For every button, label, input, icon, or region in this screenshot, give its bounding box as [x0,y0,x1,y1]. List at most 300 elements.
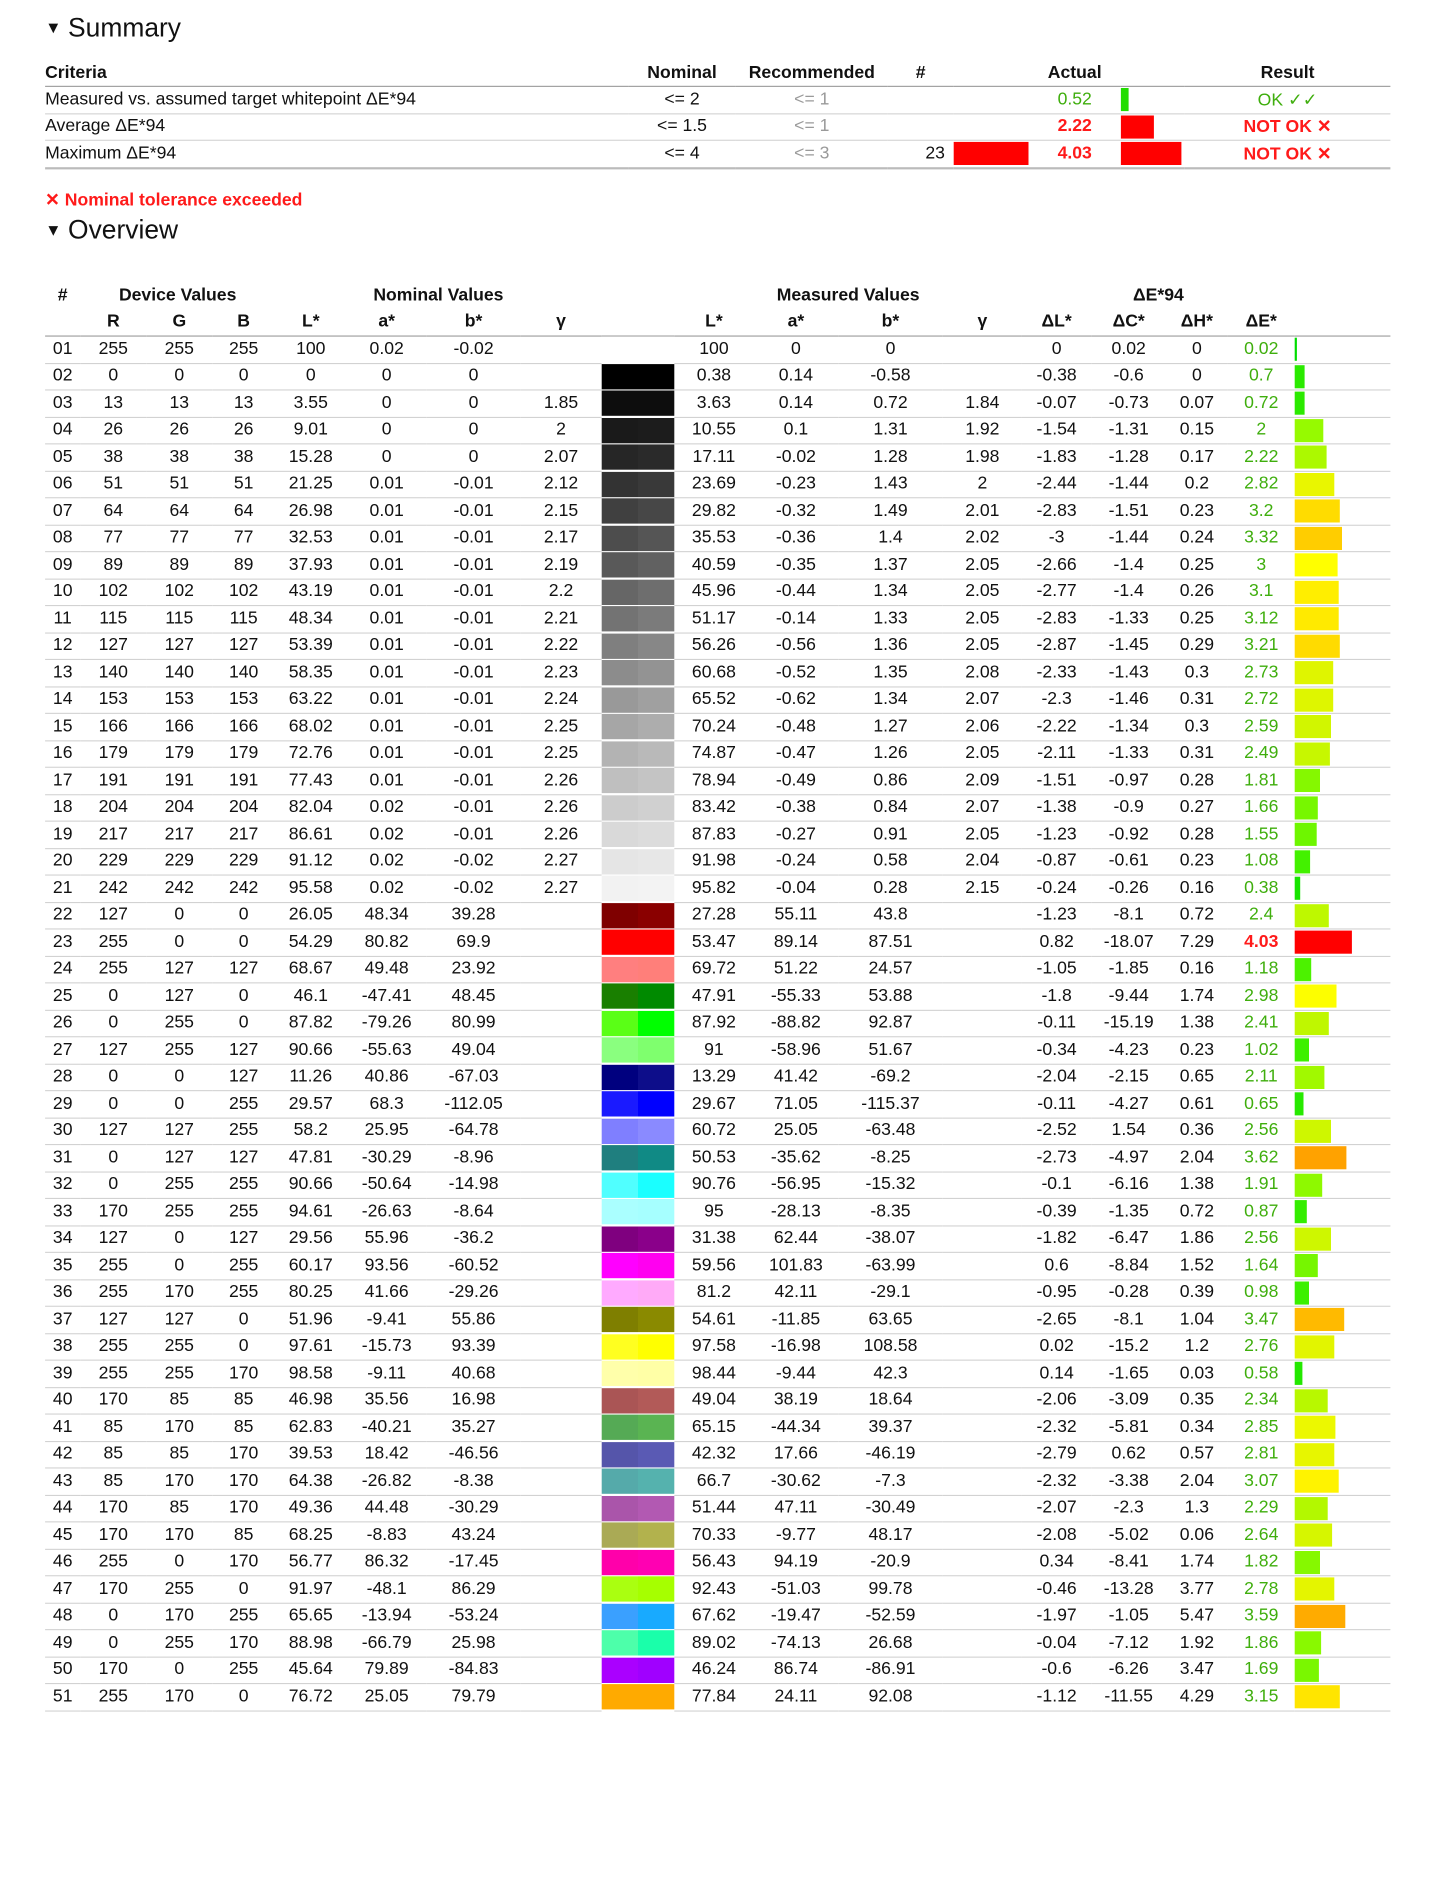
swatch-cell [602,444,675,471]
cell-r: 255 [80,1252,146,1279]
cell-g: 170 [146,1414,212,1441]
cell-na: -26.82 [347,1468,427,1495]
cell-ma: -0.38 [754,794,839,821]
cell-r: 115 [80,606,146,633]
delta-e-bar [1295,500,1340,523]
nominal-swatch [602,1038,638,1063]
cell-n: 50 [45,1657,80,1684]
table-row [45,1522,1390,1549]
color-swatch [602,876,675,901]
table-row [45,525,1390,552]
cell-dl: -2.11 [1022,740,1091,767]
cell-n: 26 [45,1010,80,1037]
cell-ng [520,1118,601,1145]
cell-mg [943,1118,1022,1145]
nominal-swatch [602,1469,638,1494]
measured-swatch [638,1011,674,1036]
table-row [45,1468,1390,1495]
cell-na: 0.01 [347,686,427,713]
cell-nl: 64.38 [275,1468,347,1495]
cell-ml: 65.52 [674,686,753,713]
cell-nl: 82.04 [275,794,347,821]
actual-bar [1121,88,1129,111]
cell-mb: 39.37 [838,1414,943,1441]
delta-e-cell: 3 [1228,552,1295,579]
cell-ng: 2.25 [520,740,601,767]
nominal-swatch [602,418,638,443]
cell-nl: 68.02 [275,713,347,740]
swatch-cell [602,1522,675,1549]
color-swatch [602,1199,675,1224]
cell-ma: 86.74 [754,1657,839,1684]
cell-mg: 2 [943,471,1022,498]
cell-r: 89 [80,552,146,579]
delta-e-bar [1295,1470,1339,1493]
cell-g: 85 [146,1387,212,1414]
cell-na: 41.66 [347,1279,427,1306]
cell-ma: 89.14 [754,929,839,956]
cell-mg [943,1495,1022,1522]
collapse-triangle-icon[interactable]: ▼ [45,221,62,240]
cell-dc: -1.4 [1091,552,1166,579]
cell-g: 0 [146,1225,212,1252]
color-swatch [602,660,675,685]
delta-e-bar [1295,1039,1309,1062]
cell-n: 34 [45,1225,80,1252]
delta-e-bar [1295,1120,1331,1143]
cell-na: 0.02 [347,848,427,875]
nominal-header: Nominal [628,61,736,87]
cell-ma: 0.14 [754,390,839,417]
cell-n: 15 [45,713,80,740]
cell-ml: 46.24 [674,1657,753,1684]
column-header: a* [754,309,839,336]
swatch-cell [602,1576,675,1603]
cell-mb: -0.58 [838,363,943,390]
cell-mg: 1.98 [943,444,1022,471]
cell-nb: 93.39 [427,1333,521,1360]
delta-e-bar-cell [1295,1657,1391,1684]
cell-ng [520,1549,601,1576]
cell-nl: 80.25 [275,1279,347,1306]
delta-e-bar [1295,1578,1335,1601]
cell-nl: 88.98 [275,1630,347,1657]
cell-dh: 0.31 [1166,686,1228,713]
swatch-cell [602,1198,675,1225]
cell-n: 19 [45,821,80,848]
delta-e-bar-cell [1295,1603,1391,1630]
cell-na: 49.48 [347,956,427,983]
cell-r: 153 [80,686,146,713]
hash-cell [888,113,954,140]
swatch-cell [602,1414,675,1441]
cell-n: 09 [45,552,80,579]
cell-nb: -17.45 [427,1549,521,1576]
cell-ma: -0.49 [754,767,839,794]
bar-header [1295,283,1391,309]
cell-dl: -0.11 [1022,1010,1091,1037]
measured-values-header: Measured Values [776,286,920,305]
swatch-cell [602,1603,675,1630]
cell-mg [943,1306,1022,1333]
cell-nb: -36.2 [427,1225,521,1252]
actual-cell: 4.03 [1029,140,1121,168]
cell-na: 0.01 [347,713,427,740]
collapse-triangle-icon[interactable]: ▼ [45,18,62,38]
cell-ma: 62.44 [754,1225,839,1252]
cell-r: 255 [80,1360,146,1387]
cell-b: 0 [212,1684,275,1711]
cell-ml: 56.26 [674,633,753,660]
cell-mb: 1.31 [838,417,943,444]
cell-mb: 18.64 [838,1387,943,1414]
cell-dh: 0.17 [1166,444,1228,471]
cell-dc: -0.6 [1091,363,1166,390]
cell-ng [520,983,601,1010]
delta-e-bar [1295,365,1305,388]
cell-nl: 9.01 [275,417,347,444]
cell-nb: -29.26 [427,1279,521,1306]
delta-e-cell: 2.72 [1228,686,1295,713]
cell-na: -30.29 [347,1145,427,1172]
cell-dc: -4.97 [1091,1145,1166,1172]
delta-e-cell: 2.59 [1228,713,1295,740]
cell-ng [520,1360,601,1387]
cell-mg [943,929,1022,956]
cell-g: 102 [146,579,212,606]
measured-swatch [638,714,674,739]
cell-ng [520,1657,601,1684]
nominal-swatch [602,930,638,955]
cell-b: 170 [212,1630,275,1657]
cell-ma: 41.42 [754,1064,839,1091]
color-swatch [602,337,675,362]
cell-ng [520,1684,601,1711]
summary-title: Summary [68,13,182,43]
cell-ma: -0.27 [754,821,839,848]
delta-e-cell: 2.34 [1228,1387,1295,1414]
cell-ml: 70.24 [674,713,753,740]
cell-n: 42 [45,1441,80,1468]
cell-nb: 35.27 [427,1414,521,1441]
delta-e-cell: 3.12 [1228,606,1295,633]
color-swatch [602,1604,675,1629]
delta-e-bar [1295,1200,1307,1223]
cell-ng: 2.26 [520,821,601,848]
table-row [45,1333,1390,1360]
cell-na: 80.82 [347,929,427,956]
delta-e-cell: 0.58 [1228,1360,1295,1387]
cell-ml: 49.04 [674,1387,753,1414]
table-row [45,1198,1390,1225]
cell-mb: -30.49 [838,1495,943,1522]
cell-g: 51 [146,471,212,498]
nominal-swatch [602,1550,638,1575]
cell-mb: -38.07 [838,1225,943,1252]
cell-ma: -0.44 [754,579,839,606]
cell-dc: -18.07 [1091,929,1166,956]
delta-e-cell: 3.59 [1228,1603,1295,1630]
cell-dh: 1.74 [1166,1549,1228,1576]
measured-swatch [638,1469,674,1494]
cell-mb: 24.57 [838,956,943,983]
cell-dh: 1.74 [1166,983,1228,1010]
cell-ng: 2.27 [520,848,601,875]
delta-e-bar-cell [1295,956,1391,983]
cell-dh: 0.65 [1166,1064,1228,1091]
cell-dl: 0.14 [1022,1360,1091,1387]
cell-ng [520,1468,601,1495]
cell-dl: -2.08 [1022,1522,1091,1549]
table-row [45,1037,1390,1064]
cell-ng: 2.12 [520,471,601,498]
swatch-cell [602,1306,675,1333]
cell-r: 0 [80,983,146,1010]
delta-e-bar [1295,958,1312,981]
cell-nb: 55.86 [427,1306,521,1333]
delta-e-cell: 2.64 [1228,1522,1295,1549]
cell-dl: -0.6 [1022,1657,1091,1684]
color-swatch [602,1280,675,1305]
cell-dl: -2.52 [1022,1118,1091,1145]
cell-ml: 0.38 [674,363,753,390]
cell-ma: 51.22 [754,956,839,983]
cell-na: 0.01 [347,606,427,633]
cell-mg [943,1441,1022,1468]
cell-dh: 0.26 [1166,579,1228,606]
cell-dh: 0.57 [1166,1441,1228,1468]
cell-mb: 0.72 [838,390,943,417]
cell-dc: -6.26 [1091,1657,1166,1684]
column-header: a* [347,309,427,336]
delta-e-bar [1295,796,1318,819]
delta-e-cell: 2.4 [1228,902,1295,929]
cell-g: 0 [146,929,212,956]
blank-header [45,309,80,336]
cell-r: 217 [80,821,146,848]
cell-g: 255 [146,1360,212,1387]
cell-r: 191 [80,767,146,794]
delta-e-bar-cell [1295,659,1391,686]
cell-ml: 87.83 [674,821,753,848]
cell-n: 33 [45,1198,80,1225]
nominal-swatch [602,1361,638,1386]
cell-g: 64 [146,498,212,525]
cell-dc: -3.09 [1091,1387,1166,1414]
cell-dc: -8.41 [1091,1549,1166,1576]
cell-ml: 67.62 [674,1603,753,1630]
cell-ma: 71.05 [754,1091,839,1118]
delta-e-bar [1295,661,1334,684]
color-swatch [602,1038,675,1063]
cell-ma: 42.11 [754,1279,839,1306]
cell-g: 229 [146,848,212,875]
cell-ma: -44.34 [754,1414,839,1441]
cell-mg: 2.08 [943,659,1022,686]
delta-e-bar-cell [1295,1010,1391,1037]
cell-nb: -0.01 [427,471,521,498]
swatch-cell [602,1064,675,1091]
cell-nb: -0.01 [427,525,521,552]
delta-e-cell: 2.98 [1228,983,1295,1010]
cell-ma: -28.13 [754,1198,839,1225]
cell-ml: 54.61 [674,1306,753,1333]
cell-ng: 2.19 [520,552,601,579]
cell-mg: 1.84 [943,390,1022,417]
cell-dc: -2.3 [1091,1495,1166,1522]
nominal-swatch [602,1307,638,1332]
nominal-swatch [602,1604,638,1629]
measured-swatch [638,391,674,416]
cell-ng: 2.26 [520,794,601,821]
delta-e-bar-cell [1295,525,1391,552]
result-cell: NOT OK ✕ [1185,140,1391,168]
delta-e-cell: 1.86 [1228,1630,1295,1657]
cell-ng [520,929,601,956]
measured-swatch [638,1415,674,1440]
nominal-swatch [602,984,638,1009]
cell-mg: 2.02 [943,525,1022,552]
color-swatch [602,633,675,658]
delta-e-bar-cell [1295,1306,1391,1333]
delta-e-cell: 3.47 [1228,1306,1295,1333]
nominal-cell: <= 4 [628,140,736,168]
cell-mg [943,1279,1022,1306]
cell-dl: -0.34 [1022,1037,1091,1064]
cell-nl: 100 [275,336,347,363]
swatch-cell [602,659,675,686]
swatch-cell [602,1495,675,1522]
cell-r: 127 [80,1037,146,1064]
cell-r: 0 [80,1064,146,1091]
cell-na: 0.02 [347,875,427,902]
cell-dl: -1.97 [1022,1603,1091,1630]
cell-g: 127 [146,956,212,983]
cell-ng [520,1279,601,1306]
cell-nb: 69.9 [427,929,521,956]
cell-dh: 0.36 [1166,1118,1228,1145]
cell-na: 0.02 [347,336,427,363]
cell-nl: 62.83 [275,1414,347,1441]
cell-b: 0 [212,1306,275,1333]
cell-mg: 2.07 [943,794,1022,821]
cell-r: 255 [80,336,146,363]
cell-r: 255 [80,956,146,983]
cell-ng [520,363,601,390]
cell-nl: 47.81 [275,1145,347,1172]
measured-swatch [638,1038,674,1063]
delta-e-cell: 2.76 [1228,1333,1295,1360]
delta-e-bar [1295,931,1352,954]
cell-dl: -2.32 [1022,1468,1091,1495]
actual-bar-cell [1121,140,1185,168]
cell-g: 13 [146,390,212,417]
summary-row [45,140,1390,168]
delta-e-bar [1295,419,1324,442]
cell-n: 45 [45,1522,80,1549]
cell-nl: 54.29 [275,929,347,956]
overview-group-header-row [45,283,1390,309]
cell-ml: 53.47 [674,929,753,956]
table-row [45,1279,1390,1306]
cell-ma: 0.14 [754,363,839,390]
nominal-swatch [602,1226,638,1251]
color-swatch [602,1307,675,1332]
cell-mb: 48.17 [838,1522,943,1549]
cell-g: 127 [146,1118,212,1145]
criteria-cell: Average ΔE*94 [45,113,628,140]
column-header: L* [275,309,347,336]
cell-dl: -3 [1022,525,1091,552]
swatch-cell [602,1549,675,1576]
measured-swatch [638,552,674,577]
nominal-swatch [602,795,638,820]
table-row [45,794,1390,821]
swatch-cell [602,1252,675,1279]
delta-e-bar [1295,1066,1325,1089]
overview-heading[interactable] [45,216,178,247]
cell-na: -79.26 [347,1010,427,1037]
measured-swatch [638,472,674,497]
delta-e-bar-cell [1295,336,1391,363]
cell-na: 48.34 [347,902,427,929]
summary-heading[interactable] [45,13,181,44]
measured-swatch [638,1065,674,1090]
cell-mg [943,1387,1022,1414]
cell-dh: 0.23 [1166,1037,1228,1064]
cell-dl: -2.04 [1022,1064,1091,1091]
cell-g: 127 [146,633,212,660]
cell-na: 0.01 [347,740,427,767]
cell-nl: 49.36 [275,1495,347,1522]
cell-ng [520,1172,601,1199]
color-swatch [602,1657,675,1682]
color-swatch [602,364,675,389]
cell-dc: -1.51 [1091,498,1166,525]
cell-ma: 38.19 [754,1387,839,1414]
cell-r: 0 [80,1603,146,1630]
cell-r: 77 [80,525,146,552]
cell-b: 38 [212,444,275,471]
color-swatch [602,1118,675,1143]
cell-g: 0 [146,1657,212,1684]
cell-nl: 63.22 [275,686,347,713]
measured-swatch [638,1172,674,1197]
measured-swatch [638,526,674,551]
cell-mg [943,983,1022,1010]
delta-e-cell: 1.66 [1228,794,1295,821]
cell-ng [520,1091,601,1118]
cell-b: 127 [212,1037,275,1064]
nominal-swatch [602,606,638,631]
swatch-cell [602,929,675,956]
cell-nb: -0.01 [427,686,521,713]
cell-dl: -2.83 [1022,498,1091,525]
cell-b: 85 [212,1522,275,1549]
actual-bar [1121,115,1154,138]
cell-na: -9.41 [347,1306,427,1333]
cell-na: 0 [347,390,427,417]
cell-mb: -69.2 [838,1064,943,1091]
cell-b: 127 [212,1225,275,1252]
delta-e-bar-cell [1295,1549,1391,1576]
cell-na: 35.56 [347,1387,427,1414]
cell-ml: 13.29 [674,1064,753,1091]
cell-b: 26 [212,417,275,444]
cell-nb: -0.02 [427,848,521,875]
cell-ml: 90.76 [674,1172,753,1199]
cell-dc: -6.16 [1091,1172,1166,1199]
